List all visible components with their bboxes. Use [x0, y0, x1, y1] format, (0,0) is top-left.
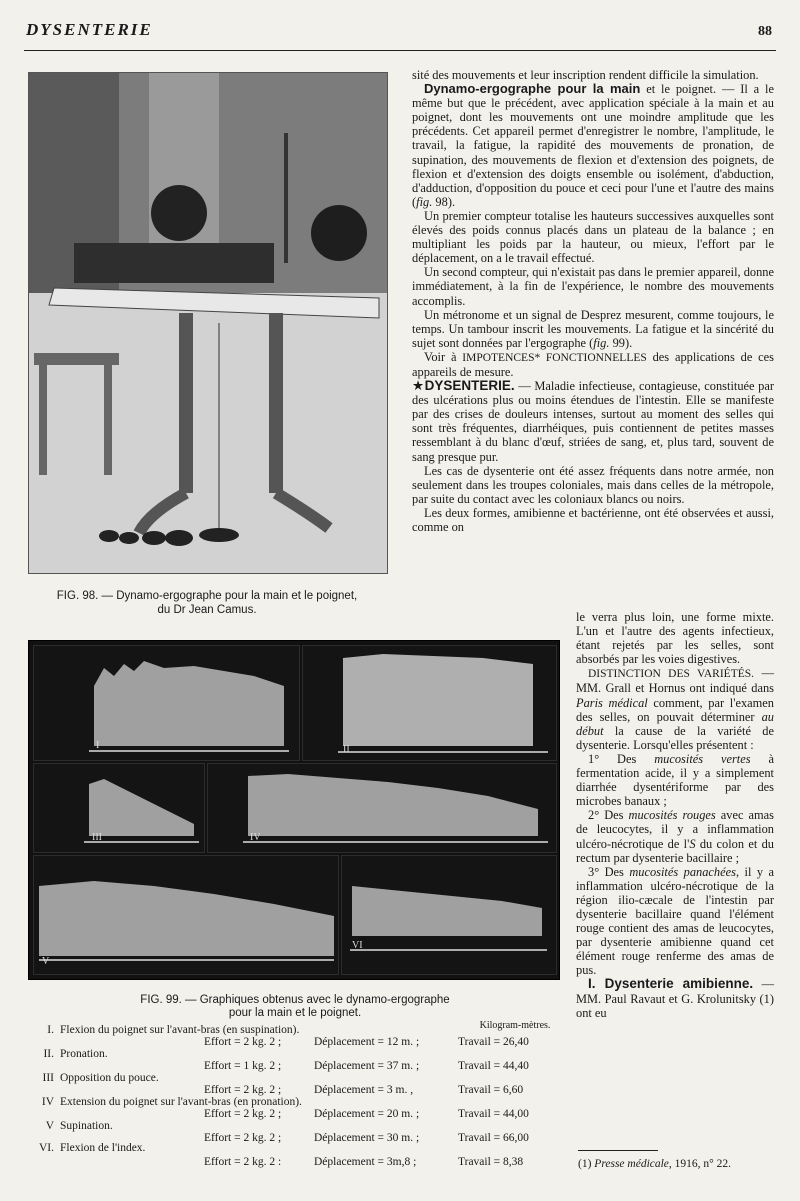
graph-panel-4: [207, 763, 557, 853]
subheading-tail: et le poignet.: [640, 82, 717, 97]
paragraph-distinction: [576, 666, 774, 752]
emphasis: au début: [576, 709, 774, 738]
legend-label: Flexion du poignet sur l'avant-bras (en suspination).: [60, 1024, 300, 1036]
legend-label: Pronation.: [60, 1048, 108, 1060]
item-text: avec amas de leucocytes, il y a inflammation ulcéro-nécrotique de l': [576, 808, 774, 851]
item-term: mucosités panachées: [629, 864, 736, 879]
graph-panel-6: [341, 855, 557, 975]
measure-row: [204, 1132, 584, 1146]
voir-tail: des applications de ces appareils de mesure.: [412, 349, 775, 379]
paragraph-metronome: [412, 308, 774, 350]
footnote-marker: (1): [578, 1158, 595, 1170]
fig99-caption-line2: pour la main et le poignet.: [228, 1007, 362, 1019]
item-text: , il y a inflammation ulcéro-nécrotique de la région ilio-cæcale de l'intestin par dysenterie bacillaire quand l'élément rouge contient des amas de leucocytes, par dysenterie amibienne quand cet élément rouge renferme des amas de pus.: [576, 864, 774, 978]
ergogram-trace-1: [34, 646, 299, 760]
fig99-graphs: [28, 640, 560, 980]
deplacement-value: Déplacement = 3 m. ,: [314, 1084, 414, 1096]
fig99-caption: [30, 994, 560, 1020]
measure-row: [204, 1108, 584, 1122]
footnote-journal: Presse médicale: [594, 1158, 669, 1170]
deplacement-value: Déplacement = 30 m. ;: [314, 1132, 420, 1144]
fig-ref: fig.: [593, 335, 610, 350]
measure-row: [204, 1084, 584, 1098]
effort-value: Effort = 2 kg. 2 ;: [204, 1084, 282, 1096]
paragraph-body: Un métronome et un signal de Desprez mesurent, comme toujours, le temps. Un tambour inscrit les mouvements. La fatigue et la sincérité du sujet sont données par l'ergographe (: [412, 307, 774, 350]
item-text: 2° Des: [588, 808, 629, 823]
panel-label-4: IV: [250, 832, 261, 843]
deplacement-value: Déplacement = 3m,8 ;: [314, 1156, 417, 1168]
panel-label-6: VI: [352, 940, 363, 951]
effort-value: Effort = 2 kg. 2 ;: [204, 1132, 282, 1144]
paragraph-premier-compteur: Un premier compteur totalise les hauteurs successives auxquelles sont élevés des poids connus placés dans un plateau de la balance ; en multipliant les poids par la hauteur, ou mieux, l'effort par le déplacement, on a le travail effectué.: [412, 208, 774, 266]
distinction-text: — MM. Grall et Hornus ont indiqué dans: [576, 666, 774, 696]
effort-value: Effort = 2 kg. 2 :: [204, 1156, 282, 1168]
entry-heading: ★DYSENTERIE.: [412, 378, 515, 394]
graph-panel-5: [33, 855, 339, 975]
header-rule: [24, 50, 776, 51]
paragraph-continuation: sité des mouvements et leur inscription rendent difficile la simulation.: [412, 68, 759, 82]
item-text: 3° Des: [588, 864, 630, 879]
page-number: 88: [758, 24, 772, 39]
running-head: DYSENTERIE: [26, 20, 153, 39]
ergogram-trace-5: [34, 856, 338, 974]
ergogram-trace-2: [303, 646, 556, 760]
legend-number: V: [45, 1120, 54, 1132]
item-term: mucosités vertes: [654, 751, 751, 766]
fig98-caption-line1: FIG. 98. — Dynamo-ergographe pour la main et le poignet,: [56, 590, 358, 602]
fig99-caption-line1: FIG. 99. — Graphiques obtenus avec le dynamo-ergographe: [140, 994, 450, 1006]
paragraph-second-compteur: Un second compteur, qui n'existait pas dans le premier appareil, donne immédiatement, à la fin de l'expérience, le nombre des mouvements accomplis.: [412, 265, 774, 308]
entry-dysenterie: [412, 379, 774, 464]
subsection-body: — MM. Paul Ravaut et G. Krolunitsky (1) ont eu: [576, 977, 774, 1020]
fig98-caption: [30, 589, 384, 617]
footnote: [578, 1158, 778, 1170]
footnote-ref: , 1916, n° 22.: [668, 1158, 732, 1170]
dynamo-ergographe-photo: [29, 73, 387, 573]
paragraph-dynamo-ergographe: [412, 82, 774, 209]
travail-value: Travail = 66,00: [458, 1132, 529, 1144]
effort-value: Effort = 2 kg. 2 ;: [204, 1108, 282, 1120]
paragraph-cas: Les cas de dysenterie ont été assez fréquents dans notre armée, non seulement dans les troupes coloniales, mais dans celles de la métropole, par suite du contact avec les coloniaux blancs ou noirs.: [412, 463, 774, 506]
voir-text: Voir à: [424, 349, 463, 364]
ergogram-trace-3: [34, 764, 204, 852]
travail-value: Travail = 8,38: [458, 1156, 524, 1168]
effort-value: Effort = 2 kg. 2 ;: [204, 1036, 282, 1048]
travail-value: Travail = 44,00: [458, 1108, 529, 1120]
panel-label-2: II: [343, 744, 350, 755]
panel-label-3: III: [92, 832, 102, 843]
paragraph-amibienne: [576, 977, 774, 1019]
entry-body: — Maladie infectieuse, contagieuse, constituée par des ulcérations plus ou moins étendues de l'intestin. Elle se manifeste par des crises de douleurs intenses, surtout au moment des selles qui sont très fréquentes, diarrhéiques, puis contiennent de petites masses ressemblant à du blanc d'œuf, striées de sang, et, plus tard, souvent de sang presque pur.: [412, 379, 774, 464]
list-item-3: [576, 865, 774, 978]
section-heading: DISTINCTION DES VARIÉTÉS.: [588, 668, 755, 681]
paragraph-voir: [412, 350, 774, 379]
paragraph-continuation: le verra plus loin, une forme mixte. L'un et l'autre des agents infectieux, étant rejetés par les selles, sont absorbés par les voies digestives.: [576, 610, 774, 667]
deplacement-value: Déplacement = 37 m. ;: [314, 1060, 420, 1072]
subheading-dynamo: Dynamo-ergographe pour la main: [424, 81, 641, 97]
lower-right-column: [576, 610, 774, 1020]
deplacement-value: Déplacement = 12 m. ;: [314, 1036, 420, 1048]
paragraph-body: — Il a le même but que le précédent, avec application spéciale à la main et au poignet, dont les mouvements ont une moindre amplitude que les précédents. Cet appareil permet d'enregistrer le nombre, l'amplitude, le travail, la fatigue, la rapidité des mouvements de pronation, de supination, des mouvements de flexion et d'extension des poignets, de flexion et d'extension des doigts ensemble ou isolément, d'abduction, d'adduction, d'opposition du pouce et ceci pour l'une et l'autre des mains (: [412, 82, 774, 209]
right-column-text: [412, 68, 774, 534]
ergogram-trace-6: [342, 856, 556, 974]
legend-label: Opposition du pouce.: [60, 1072, 159, 1084]
legend-label: Flexion de l'index.: [60, 1142, 146, 1154]
panel-label-1: I: [96, 740, 100, 751]
cross-reference: IMPOTENCES* FONCTIONNELLES: [462, 351, 647, 364]
travail-value: Travail = 6,60: [458, 1084, 524, 1096]
footnote-rule: [578, 1150, 658, 1151]
list-item-1: [576, 752, 774, 808]
legend-number: IV: [41, 1096, 54, 1108]
subsection-heading: I. Dysenterie amibienne.: [588, 976, 754, 992]
item-text: du colon et du rectum par dysenterie bacillaire ;: [576, 836, 774, 865]
legend-number: VI.: [38, 1142, 54, 1154]
legend-label: Extension du poignet sur l'avant-bras (en pronation).: [60, 1096, 302, 1108]
fig-ref-number: 99).: [609, 335, 633, 350]
list-item-2: [576, 808, 774, 864]
measure-row: [204, 1036, 584, 1050]
fig-ref: fig.: [416, 194, 433, 209]
deplacement-value: Déplacement = 20 m. ;: [314, 1108, 420, 1120]
graph-panel-2: [302, 645, 557, 761]
distinction-text: la cause de la variété de dysenterie. Lorsqu'elles présentent :: [576, 723, 774, 752]
panel-label-5: V: [42, 956, 50, 967]
legend-number: III: [42, 1072, 54, 1084]
paragraph-deux-formes: Les deux formes, amibienne et bactérienne, ont été observées et aussi, comme on: [412, 505, 774, 534]
effort-value: Effort = 1 kg. 2 ;: [204, 1060, 282, 1072]
legend-label: Supination.: [60, 1120, 113, 1132]
item-term: S: [689, 836, 696, 851]
measure-row: [204, 1156, 584, 1170]
journal-title: Paris médical: [576, 695, 648, 710]
measure-row: [204, 1060, 584, 1074]
item-text: 1° Des: [588, 751, 655, 766]
item-term: mucosités rouges: [628, 808, 716, 823]
item-text: à fermentation acide, il y a simplement diarrhée dysentériforme par des microbes banaux ;: [576, 751, 774, 809]
distinction-text: comment, par l'examen des selles, on pouvait déterminer: [576, 695, 774, 724]
fig98-photo: [28, 72, 388, 574]
legend-number: I.: [47, 1024, 54, 1036]
graph-panel-1: [33, 645, 300, 761]
kilogrammetres-header: Kilogram-mètres.: [479, 1020, 551, 1031]
travail-value: Travail = 44,40: [458, 1060, 529, 1072]
graph-panel-3: [33, 763, 205, 853]
fig98-caption-line2: du Dr Jean Camus.: [157, 604, 257, 616]
fig-ref-number: 98).: [432, 194, 456, 209]
legend-number: II.: [43, 1048, 54, 1060]
travail-value: Travail = 26,40: [458, 1036, 529, 1048]
